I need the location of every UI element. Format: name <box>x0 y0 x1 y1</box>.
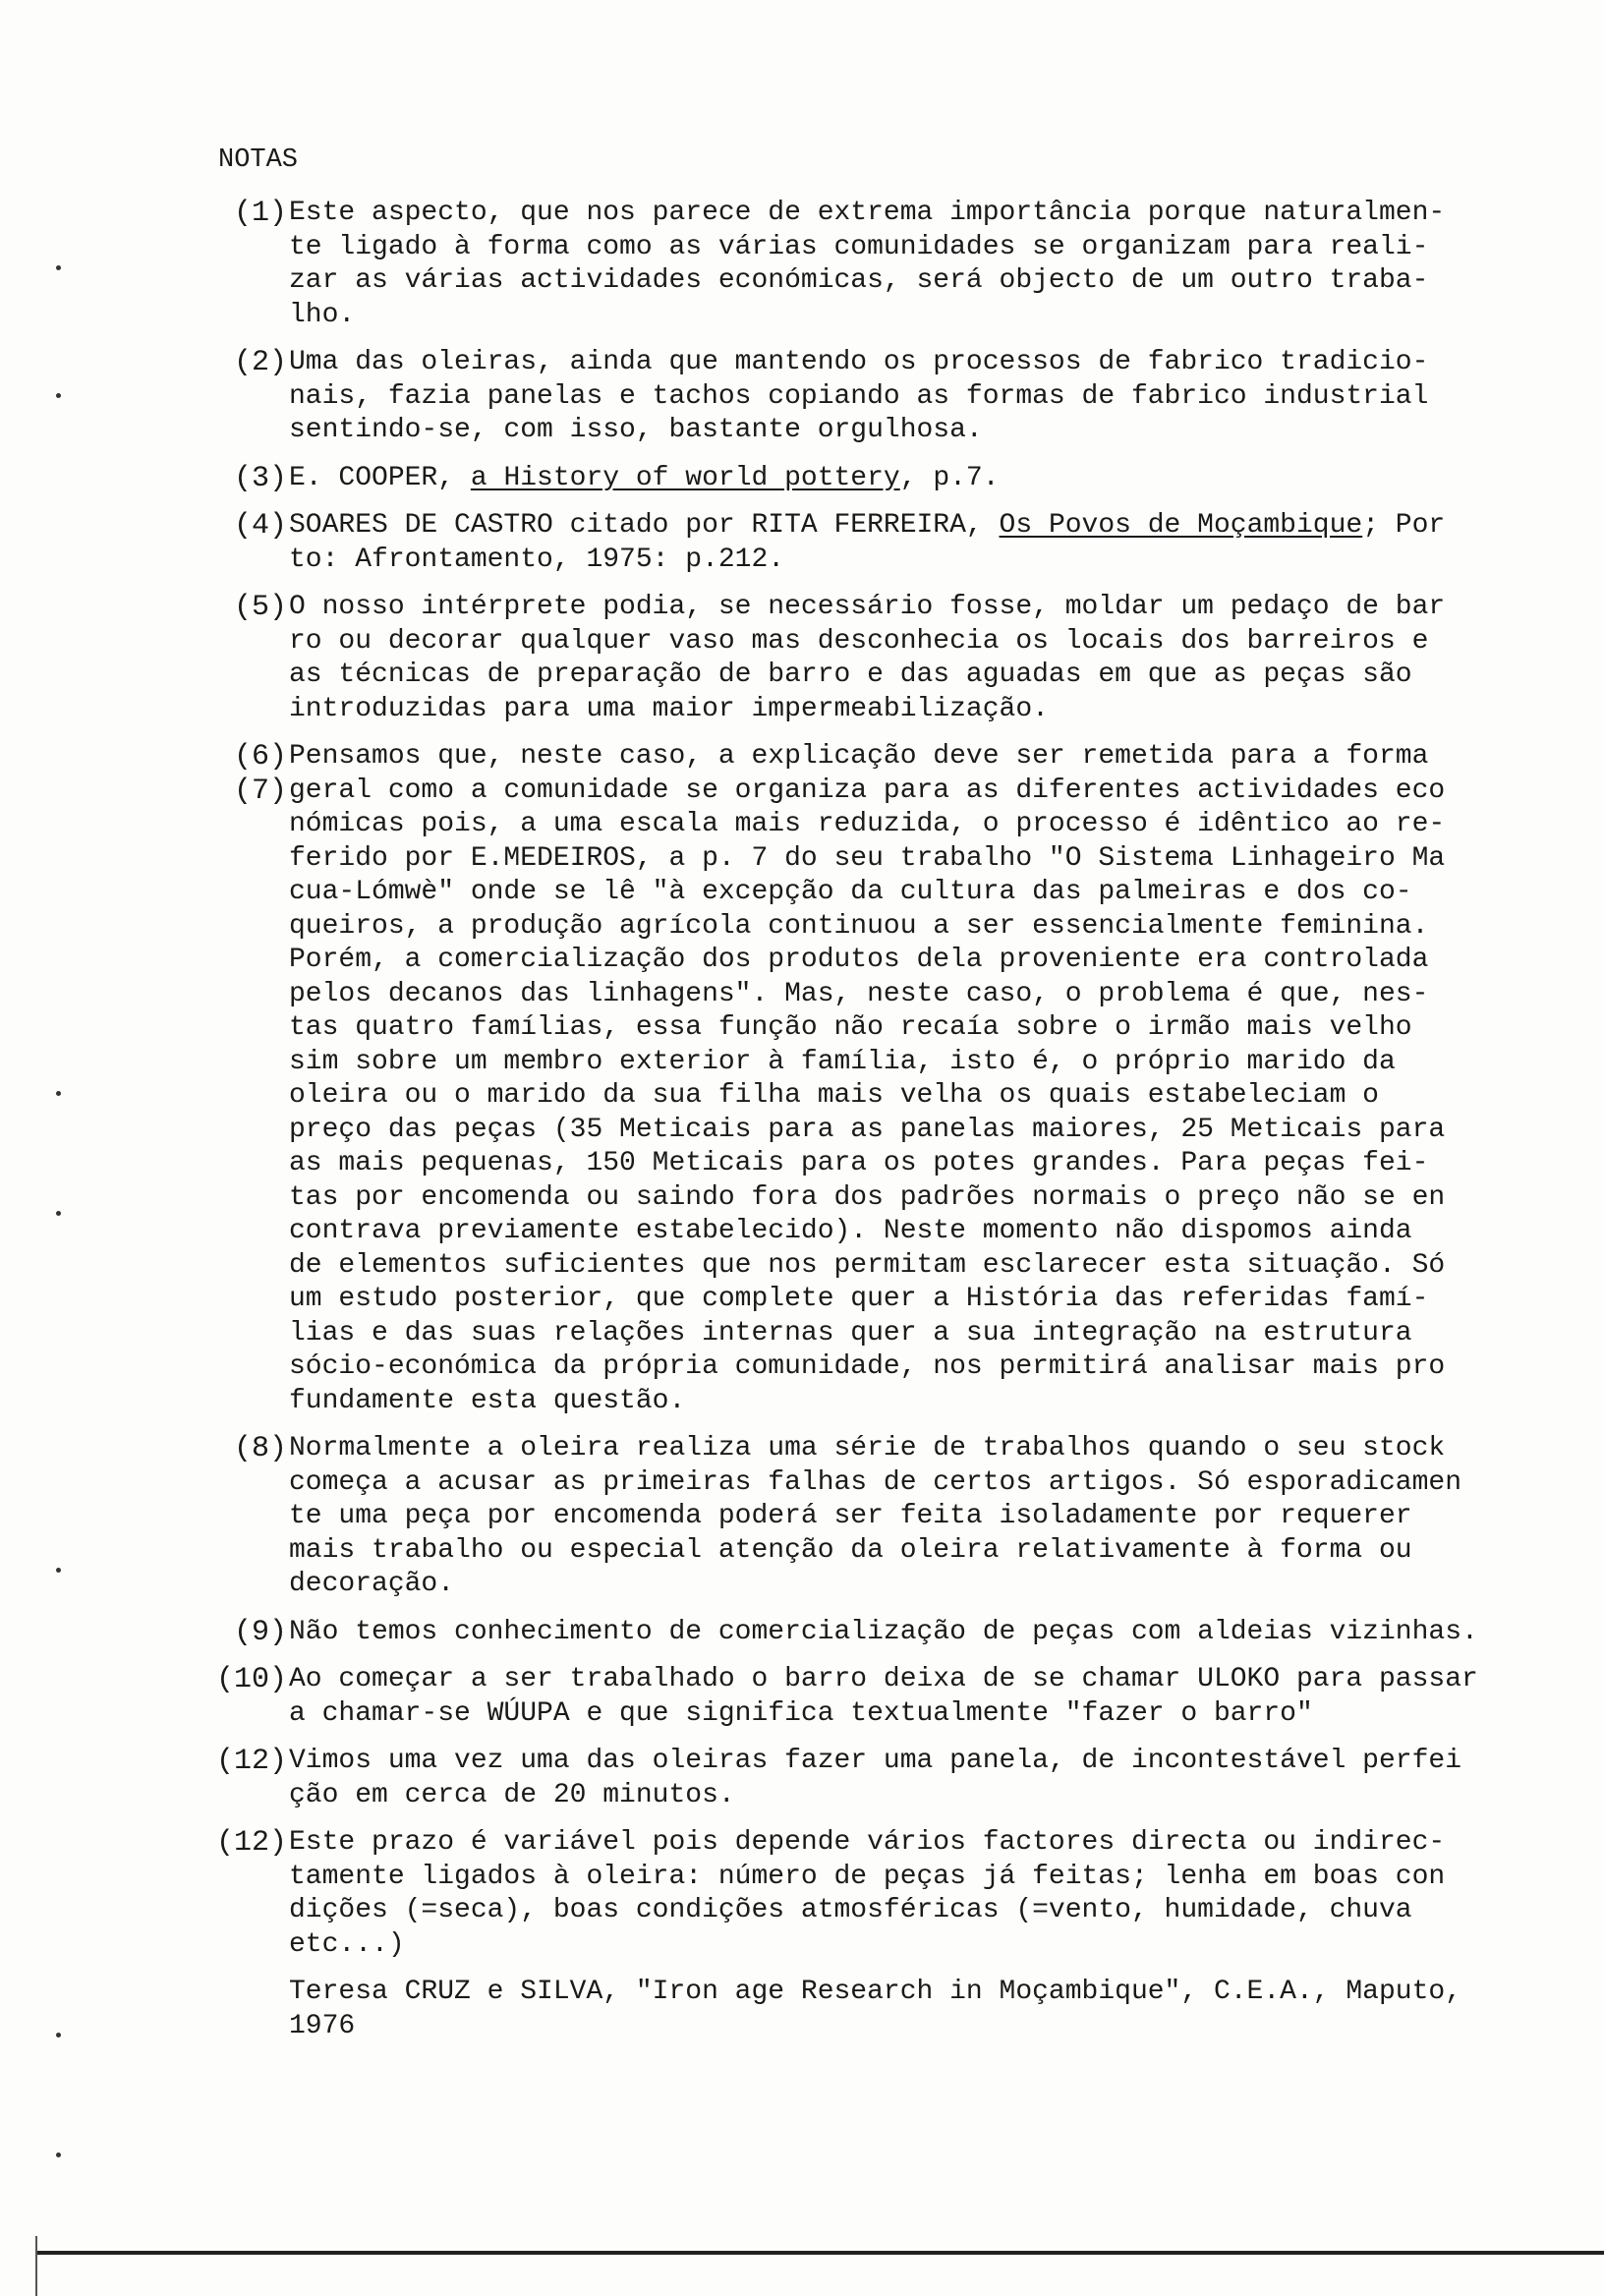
note-line: ro ou decorar qualquer vaso mas desconhecia os locais dos barreiros e <box>289 625 1429 657</box>
note-item <box>197 509 1563 577</box>
note-line: mais trabalho ou especial atenção da oleira relativamente à forma ou <box>289 1534 1412 1566</box>
note-line: as técnicas de preparação de barro e das aguadas em que as peças são <box>289 660 1412 690</box>
note-number: (12) <box>215 1826 287 1860</box>
note-text <box>289 197 1563 332</box>
margin-mark <box>56 393 61 398</box>
note-line: Este prazo é variável pois depende vários factores directa ou indirec- <box>289 1827 1446 1858</box>
note-line <box>289 509 1563 544</box>
book-title: Os Povos de Moçambique <box>999 510 1363 541</box>
note-line: tas por encomenda ou saindo fora dos padrões normais o preço não se en <box>289 1181 1446 1213</box>
note-line: ferido por E.MEDEIROS, a p. 7 do seu trabalho "O Sistema Linhageiro Ma <box>289 842 1446 874</box>
note-line: nómicas pois, a uma escala mais reduzida, o processo é idêntico ao re- <box>289 809 1446 839</box>
margin-mark <box>56 1568 61 1573</box>
note-item <box>197 591 1563 726</box>
note-line: Normalmente a oleira realiza uma série de trabalhos quando o seu stock <box>289 1433 1446 1464</box>
note-line: O nosso intérprete podia, se necessário fosse, moldar um pedaço de bar <box>289 592 1446 622</box>
note-line: Ao começar a ser trabalhado o barro deixa de se chamar ULOKO para passar <box>289 1664 1478 1694</box>
note-line: Porém, a comercialização dos produtos dela proveniente era controlada <box>289 945 1429 975</box>
note-line: dições (=seca), boas condições atmosféricas (=vento, humidade, chuva <box>289 1895 1412 1925</box>
note-item <box>197 1745 1563 1812</box>
note-number: (12) <box>215 1745 287 1778</box>
note-text <box>289 1745 1563 1812</box>
note-line: Este aspecto, que nos parece de extrema importância porque naturalmen- <box>289 198 1446 228</box>
margin-mark <box>56 2152 61 2157</box>
note-text <box>289 462 1563 496</box>
note-line: queiros, a produção agrícola continuou a ser essencialmente feminina. <box>289 910 1429 942</box>
note-line: a chamar-se WÚUPA e que significa textualmente "fazer o barro" <box>289 1697 1313 1729</box>
note-number: (6) <box>233 740 287 774</box>
note-number: (9) <box>233 1615 287 1649</box>
note-number: (5) <box>233 591 287 624</box>
note-number: (1) <box>233 197 287 230</box>
note-line: etc...) <box>289 1928 405 1960</box>
note-text <box>289 1616 1563 1650</box>
note-line: lias e das suas relações internas quer a sua integração na estrutura <box>289 1317 1412 1349</box>
note-item <box>197 197 1563 332</box>
citation-line: 1976 <box>289 2010 356 2041</box>
note-item <box>197 346 1563 448</box>
note-line: cua-Lómwè" onde se lê "à excepção da cultura das palmeiras e dos co- <box>289 877 1412 907</box>
note-line: Pensamos que, neste caso, a explicação deve ser remetida para a forma <box>289 741 1429 772</box>
note-item <box>197 462 1563 496</box>
note-line: um estudo posterior, que complete quer a História das referidas famí- <box>289 1284 1429 1314</box>
note-text <box>289 509 1563 577</box>
margin-mark <box>56 1091 61 1096</box>
note-line: introduzidas para uma maior impermeabilização. <box>289 693 1049 724</box>
note-item <box>197 1826 1563 1962</box>
note-line: Uma das oleiras, ainda que mantendo os processos de fabrico tradicio- <box>289 347 1429 377</box>
note-line: tamente ligados à oleira: número de peças já feitas; lenha em boas con <box>289 1861 1446 1892</box>
note-line: te uma peça por encomenda poderá ser feita isoladamente por requerer <box>289 1501 1412 1531</box>
note-number: (4) <box>233 509 287 543</box>
note-item <box>197 775 1563 1419</box>
notes-list <box>197 197 1563 1962</box>
notes-heading: NOTAS <box>218 145 299 175</box>
note-line: geral como a comunidade se organiza para as diferentes actividades eco <box>289 775 1446 806</box>
book-title: a History of world pottery <box>470 462 900 493</box>
note-text <box>289 740 1563 775</box>
left-margin-line <box>35 2236 37 2296</box>
note-line: Vimos uma vez uma das oleiras fazer uma panela, de incontestável perfei <box>289 1746 1461 1776</box>
page-bottom-rule <box>35 2251 1604 2255</box>
note-line: sim sobre um membro exterior à família, isto é, o próprio marido da <box>289 1046 1396 1077</box>
note-item <box>197 1432 1563 1602</box>
note-text <box>289 775 1563 1419</box>
note-line: tas quatro famílias, essa função não recaía sobre o irmão mais velho <box>289 1012 1412 1043</box>
note-line: te ligado à forma como as várias comunidades se organizam para reali- <box>289 231 1429 262</box>
note-line-text: SOARES DE CASTRO citado por RITA FERREIRA, <box>289 510 1000 541</box>
note-line: pelos decanos das linhagens". Mas, neste caso, o problema é que, nes- <box>289 978 1429 1009</box>
note-line: preço das peças (35 Meticais para as panelas maiores, 25 Meticais para <box>289 1114 1446 1145</box>
note-number: (10) <box>215 1663 287 1696</box>
note-line: Não temos conhecimento de comercialização de peças com aldeias vizinhas. <box>289 1616 1478 1647</box>
note-line: ção em cerca de 20 minutos. <box>289 1779 735 1810</box>
note-number: (8) <box>233 1432 287 1465</box>
note-line: oleira ou o marido da sua filha mais velha os quais estabeleciam o <box>289 1080 1379 1111</box>
note-line: to: Afrontamento, 1975: p.212. <box>289 544 785 575</box>
note-line: começa a acusar as primeiras falhas de certos artigos. Só esporadicamen <box>289 1466 1461 1498</box>
note-text <box>289 346 1563 448</box>
citation <box>289 1976 1461 2043</box>
note-number: (2) <box>233 346 287 379</box>
note-text <box>289 1663 1563 1731</box>
note-number: (7) <box>233 774 287 808</box>
note-line <box>289 462 1563 496</box>
note-line: fundamente esta questão. <box>289 1385 686 1416</box>
note-line-text: E. COOPER, <box>289 462 471 493</box>
citation-line: Teresa CRUZ e SILVA, "Iron age Research in Moçambique", C.E.A., Maputo, <box>289 1977 1461 2007</box>
note-line: lho. <box>289 299 356 330</box>
note-line: nais, fazia panelas e tachos copiando as formas de fabrico industrial <box>289 380 1429 412</box>
margin-mark <box>56 2033 61 2038</box>
note-text <box>289 591 1563 726</box>
margin-mark <box>56 265 61 270</box>
note-line: contrava previamente estabelecido). Neste momento não dispomos ainda <box>289 1216 1412 1246</box>
note-number: (3) <box>233 461 287 495</box>
note-text <box>289 1432 1563 1602</box>
note-item <box>197 1663 1563 1731</box>
note-line: de elementos suficientes que nos permitam esclarecer esta situação. Só <box>289 1249 1446 1281</box>
note-line: sentindo-se, com isso, bastante orgulhosa. <box>289 415 983 445</box>
note-line: as mais pequenas, 150 Meticais para os potes grandes. Para peças fei- <box>289 1148 1429 1178</box>
note-item <box>197 740 1563 775</box>
note-line-text: ; Por <box>1362 510 1446 541</box>
note-line: decoração. <box>289 1569 455 1599</box>
margin-mark <box>56 1211 61 1216</box>
note-line: sócio-económica da própria comunidade, nos permitirá analisar mais pro <box>289 1351 1446 1382</box>
note-text <box>289 1826 1563 1962</box>
note-line-text: , p.7. <box>899 462 1000 493</box>
note-item <box>197 1616 1563 1650</box>
note-line: zar as várias actividades económicas, será objecto de um outro traba- <box>289 265 1429 296</box>
